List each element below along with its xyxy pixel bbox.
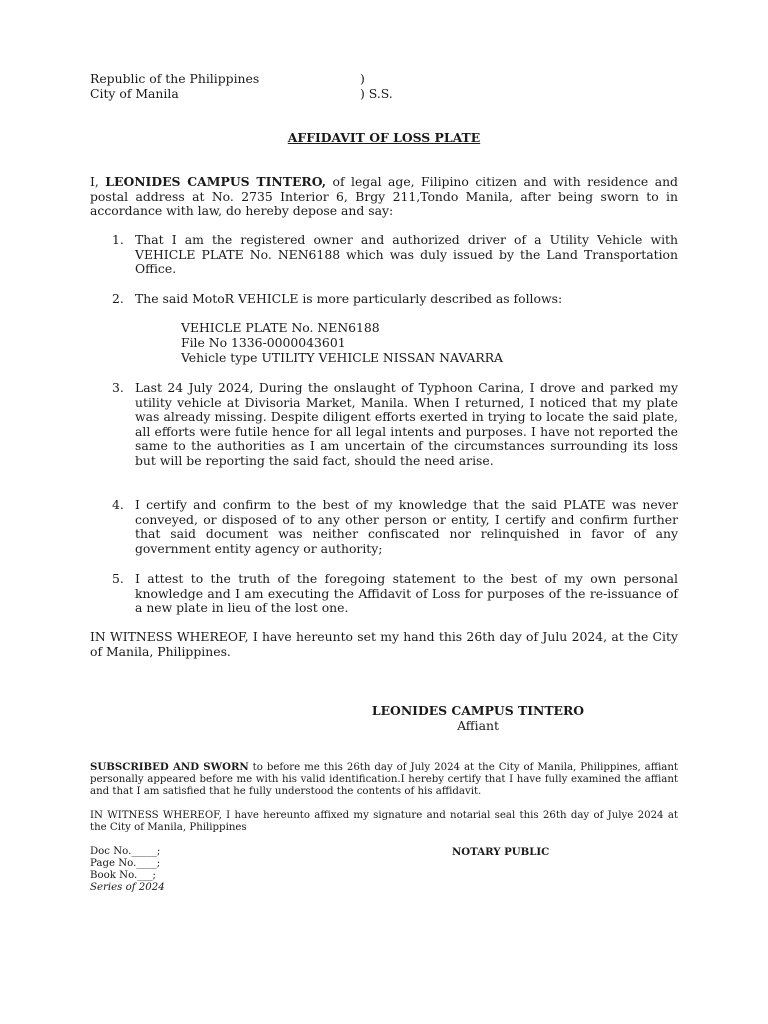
intro-rest: of legal age, Filipino citizen and with residence and postal address at No. 2735 Interior 6, Brgy 211,Tondo Manila, after being sworn to in accordance with law, do hereby depose and say: bbox=[90, 174, 678, 219]
intro-paragraph bbox=[90, 175, 678, 219]
intro-prefix: I, bbox=[90, 174, 106, 189]
item-text: I certify and confirm to the best of my knowledge that the said PLATE was never conveyed, or disposed of to any other person or entity, I certify and confirm further that said document was neither confiscated nor relinquished in favor of any government entity agency or authority; bbox=[135, 497, 678, 556]
item-text: I attest to the truth of the foregoing statement to the best of my own personal knowledge and I am executing the Affidavit of Loss for purposes of the re-issuance of a new plate in lieu of the lost one. bbox=[135, 571, 678, 616]
notary-public-label: NOTARY PUBLIC bbox=[452, 846, 550, 858]
list-item bbox=[112, 292, 678, 307]
book-number: Book No.___; bbox=[90, 870, 156, 881]
notary-witness-paragraph: IN WITNESS WHEREOF, I have hereunto affixed my signature and notarial seal this 26th day of Julye 2024 at the City of Manila, Philippines bbox=[90, 810, 678, 833]
header-paren: ) bbox=[360, 71, 365, 86]
item-number: 3. bbox=[112, 380, 124, 395]
series-label: Series of 2024 bbox=[90, 882, 165, 893]
affiant-name: LEONIDES CAMPUS TINTERO bbox=[371, 703, 585, 718]
header-city: City of Manila bbox=[90, 86, 179, 101]
item-text: That I am the registered owner and authorized driver of a Utility Vehicle with VEHICLE PLATE No. NEN6188 which was duly issued by the Land Transportation Office. bbox=[135, 232, 678, 277]
witness-paragraph: IN WITNESS WHEREOF, I have hereunto set my hand this 26th day of Julu 2024, at the City of Manila, Philippines. bbox=[90, 629, 678, 659]
header-ss: ) S.S. bbox=[360, 86, 393, 101]
item-number: 4. bbox=[112, 497, 124, 512]
jurat-heading: SUBSCRIBED AND SWORN bbox=[90, 761, 249, 773]
list-item bbox=[112, 233, 678, 277]
header-republic: Republic of the Philippines bbox=[90, 71, 260, 86]
item-number: 2. bbox=[112, 291, 124, 306]
vehicle-type: Vehicle type UTILITY VEHICLE NISSAN NAVARRA bbox=[181, 350, 503, 365]
item-text: The said MotoR VEHICLE is more particularly described as follows: bbox=[135, 291, 563, 306]
affiant-label: Affiant bbox=[457, 718, 499, 733]
jurat-text: to before me this 26th day of July 2024 at the City of Manila, Philippines, affiant personally appeared before me with his valid identification.I hereby certify that I have fully examined the affiant and that I am satisfied that he fully understood the contents of his affidavit. bbox=[90, 762, 678, 797]
item-text: Last 24 July 2024, During the onslaught of Typhoon Carina, I drove and parked my utility vehicle at Divisoria Market, Manila. When I returned, I noticed that my plate was already missing. Despite diligent efforts exerted in trying to locate the said plate, all efforts were futile hence for all legal intents and purposes. I have not reported the same to the authorities as I am uncertain of the circumstances surrounding its loss but will be reporting the said fact, should the need arise. bbox=[135, 380, 678, 468]
vehicle-plate: VEHICLE PLATE No. NEN6188 bbox=[181, 320, 380, 335]
vehicle-file: File No 1336-0000043601 bbox=[181, 335, 346, 350]
doc-number: Doc No._____; bbox=[90, 846, 161, 857]
list-item bbox=[112, 572, 678, 616]
list-item bbox=[112, 498, 678, 556]
affiant-name-intro: LEONIDES CAMPUS TINTERO, bbox=[105, 174, 327, 189]
item-number: 1. bbox=[112, 232, 124, 247]
document-title: AFFIDAVIT OF LOSS PLATE bbox=[287, 130, 481, 145]
list-item bbox=[112, 381, 678, 469]
jurat-paragraph bbox=[90, 761, 678, 798]
item-number: 5. bbox=[112, 571, 124, 586]
page-number: Page No.____; bbox=[90, 858, 161, 869]
